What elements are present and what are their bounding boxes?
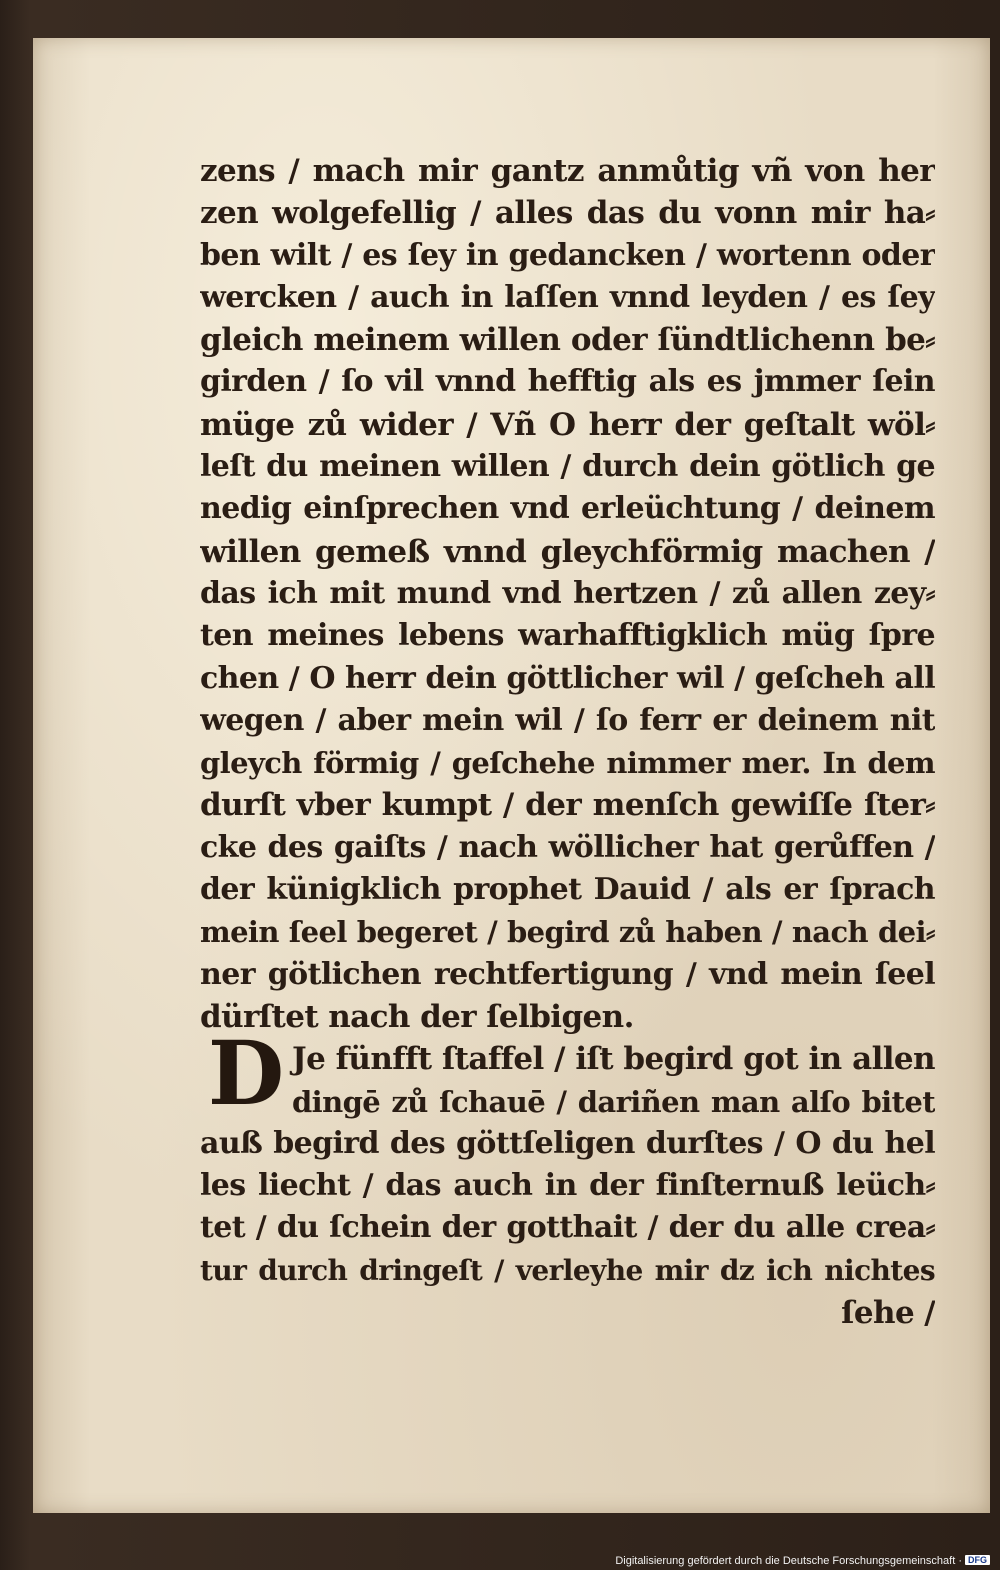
text-line: ten meines lebens warhafftigklich müg ſpre (200, 618, 935, 654)
text-line: girden / ſo vil vnnd hefftig als es jmmer ſein (200, 364, 935, 400)
text-line: dürſtet nach der ſelbigen. (200, 998, 634, 1035)
text-line: tet / du ſchein der gotthait / der du alle crea⸗ (200, 1210, 935, 1246)
text-line: les liecht / das auch in der finſternuß leüch⸗ (200, 1168, 935, 1204)
text-line: cke des gaiſts / nach wöllicher hat gerůffen / (200, 829, 935, 865)
text-line: zens / mach mir gantz anmůtig vñ von her (200, 153, 935, 189)
text-line: mein ſeel begeret / begird zů haben / nach dei⸗ (200, 915, 935, 950)
text-line: durſt vber kumpt / der menſch gewiſſe ſter⸗ (200, 787, 935, 824)
text-line: willen gemeß vnnd gleychförmig machen / (200, 533, 935, 570)
page-text (200, 150, 935, 1334)
text-line: ben wilt / es ſey in gedancken / wortenn oder (200, 237, 935, 273)
initial-text-line: Je fünfft ſtaffel / iſt begird got in allen (292, 1041, 935, 1078)
text-line: chen / O herr dein göttlicher wil / geſcheh all (200, 660, 935, 696)
text-line: wegen / aber mein wil / ſo ferr er deinem nit (200, 702, 935, 738)
text-line: gleich meinem willen oder ſündtlichenn be⸗ (200, 322, 935, 359)
text-line: der künigklich prophet Dauid / als er ſprach (200, 872, 935, 908)
text-line: müge zů wider / Vñ O herr der geſtalt wöl⸗ (200, 406, 935, 443)
text-line: wercken / auch in laſſen vnnd leyden / es ſey (200, 279, 935, 315)
text-line: nedig einſprechen vnd erleüchtung / deinem (200, 491, 935, 527)
dfg-logo: DFG (965, 1555, 990, 1565)
text-line: auß begird des göttſeligen durſtes / O du hel (200, 1125, 935, 1161)
text-line: zen wolgefellig / alles das du vonn mir ha⸗ (200, 195, 935, 232)
credit-text: Digitalisierung gefördert durch die Deutsche Forschungsgemeinschaft · (615, 1555, 962, 1567)
drop-initial: D (207, 1021, 285, 1125)
text-line: leſt du meinen willen / durch dein götlich ge (200, 449, 935, 485)
text-line: tur durch dringeſt / verleyhe mir dz ich nichtes (200, 1253, 935, 1287)
digitization-credit (615, 1555, 990, 1567)
text-line: ner götlichen rechtfertigung / vnd mein ſeel (200, 956, 935, 992)
text-line: gleych förmig / geſchehe nimmer mer. In dem (200, 746, 935, 781)
text-line: das ich mit mund vnd hertzen / zů allen zey⸗ (200, 575, 935, 611)
catchword: ſehe / (841, 1295, 935, 1332)
initial-text-line: dingē zů ſchauē / dariñen man alſo bitet (292, 1084, 935, 1119)
